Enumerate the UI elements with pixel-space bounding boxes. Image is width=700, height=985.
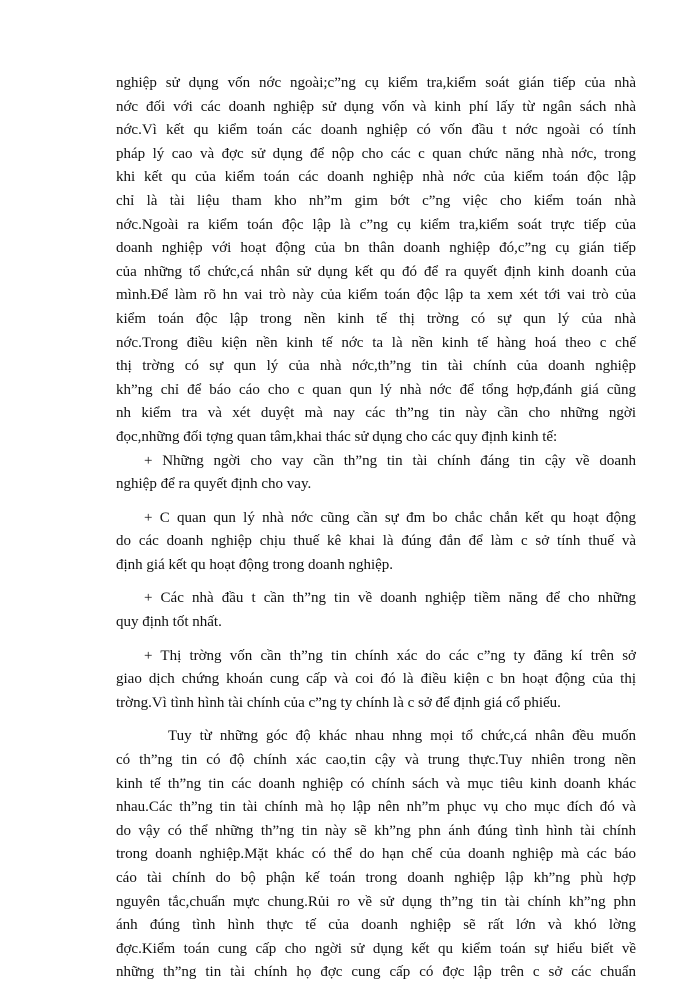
- paragraph-spacer: [116, 715, 636, 725]
- text-line: Tuy từ những góc độ khác nhau nhng mọi tổ chức,cá nhân đều muốn: [168, 728, 636, 745]
- text-line: nghiệp để ra quyết định cho vay.: [116, 476, 312, 493]
- text-line: giao dịch chứng khoán cung cấp và coi đó là điều kiện c bn hoạt động của thị: [116, 671, 636, 688]
- text-line: nh kiểm tra và xét duyệt mà nay các th”ng tin này cần cho những ngời: [116, 405, 636, 422]
- text-line: do vậy có thể những th”ng tin này sẽ kh”ng phn ánh đúng tình hình tài chính: [116, 822, 636, 839]
- text-line: cáo tài chính do bộ phận kế toán trong doanh nghiệp lập kh”ng phù hợp: [116, 870, 636, 886]
- text-line: + Những ngời cho vay cần th”ng tin tài chính đáng tin cậy về doanh: [144, 452, 636, 469]
- text-line: khi kết qu của kiểm toán các doanh nghiệp nhà nớc của kiểm toán độc lập: [116, 169, 636, 186]
- text-line: kinh tế th”ng tin các doanh nghiệp có chính sách và mục tiêu kinh doanh khác: [116, 775, 636, 792]
- text-line: thị trờng có sự qun lý của nhà nớc,th”ng tin tài chính của doanh nghiệp: [116, 358, 636, 375]
- text-line: trờng.Vì tình hình tài chính của c”ng ty chính là c sở để định giá cổ phiếu.: [116, 694, 561, 711]
- text-line: pháp lý cao và đợc sử dụng để nộp cho các c quan chức năng nhà nớc, trong: [116, 145, 636, 162]
- text-line: + Các nhà đầu t cần th”ng tin về doanh nghiệp tiềm năng để cho những: [144, 590, 636, 607]
- text-line: kh”ng chỉ để báo cáo cho c quan qun lý nhà nớc để tổng hợp,đánh giá cũng: [116, 381, 636, 398]
- text-line: kiểm toán độc lập trong nền kinh tế thị trờng có sự qun lý của nhà: [116, 310, 636, 327]
- text-line: những th”ng tin tài chính họ đợc cung cấp có đợc lập trên c sở các chuẩn: [116, 964, 636, 981]
- text-line: nghiệp sử dụng vốn nớc ngoài;c”ng cụ kiểm tra,kiểm soát gián tiếp của nhà: [116, 75, 636, 91]
- paragraph-spacer: [116, 577, 636, 587]
- text-line: + Thị trờng vốn cần th”ng tin chính xác do các c”ng ty đăng kí trên sở: [144, 647, 636, 664]
- document-body: [116, 72, 636, 985]
- text-line: ánh đúng tình hình thực tế của doanh nghiệp sẽ rất lớn và khó lờng: [116, 917, 636, 934]
- text-line: của những tổ chức,cá nhân sử dụng kết qu đó để ra quyết định kinh doanh của: [116, 263, 636, 280]
- text-line: trong doanh nghiệp.Mặt khác có thể do hạn chế của doanh nghiệp mà các báo: [116, 846, 636, 863]
- paragraph-spacer: [116, 497, 636, 507]
- text-line: định giá kết qu hoạt động trong doanh nghiệp.: [116, 556, 394, 573]
- text-line: doanh nghiệp với hoạt động của bn thân doanh nghiệp đó,c”ng cụ gián tiếp: [116, 240, 636, 257]
- text-line: mình.Để làm rõ hn vai trò này của kiểm toán độc lập ta xem xét tới vai trò của: [116, 287, 636, 304]
- text-line: chỉ là tài liệu tham kho nh”m gim bớt c”ng việc cho kiểm toán nhà: [116, 192, 636, 209]
- text-line: + C quan qun lý nhà nớc cũng cần sự đm bo chắc chắn kết qu hoạt động: [144, 509, 636, 526]
- text-line: có th”ng tin có độ chính xác cao,tin cậy và trung thực.Tuy nhiên trong nền: [116, 752, 636, 769]
- text-line: nớc đối với các doanh nghiệp sử dụng vốn và kinh phí lấy từ ngân sách nhà: [116, 98, 636, 115]
- paragraph-spacer: [116, 635, 636, 645]
- text-line: quy định tốt nhất.: [116, 614, 222, 631]
- text-line: do các doanh nghiệp chịu thuế kê khai là đúng đắn để làm c sở tính thuế và: [116, 533, 636, 550]
- text-line: nguyên tắc,chuẩn mực chung.Rủi ro về sử dụng th”ng tin tài chính kh”ng phn: [116, 893, 636, 910]
- text-line: nớc.Ngoài ra kiểm toán độc lập là c”ng cụ kiểm tra,kiểm soát trực tiếp của: [116, 216, 636, 233]
- text-line: đọc,những đối tợng quan tâm,khai thác sử dụng cho các quy định kinh tế:: [116, 428, 558, 445]
- text-line: đợc.Kiểm toán cung cấp cho ngời sử dụng kết qu kiểm toán sự hiểu biết về: [116, 940, 636, 957]
- text-line: nớc.Vì kết qu kiểm toán các doanh nghiệp có vốn đầu t nớc ngoài có tính: [116, 122, 636, 139]
- text-line: nhau.Các th”ng tin tài chính mà họ lập nên nh”m phục vụ cho mục đích đó và: [116, 799, 636, 816]
- text-line: nớc.Trong điều kiện nền kinh tế nớc ta là nền kinh tế hàng hoá theo c chế: [116, 334, 636, 351]
